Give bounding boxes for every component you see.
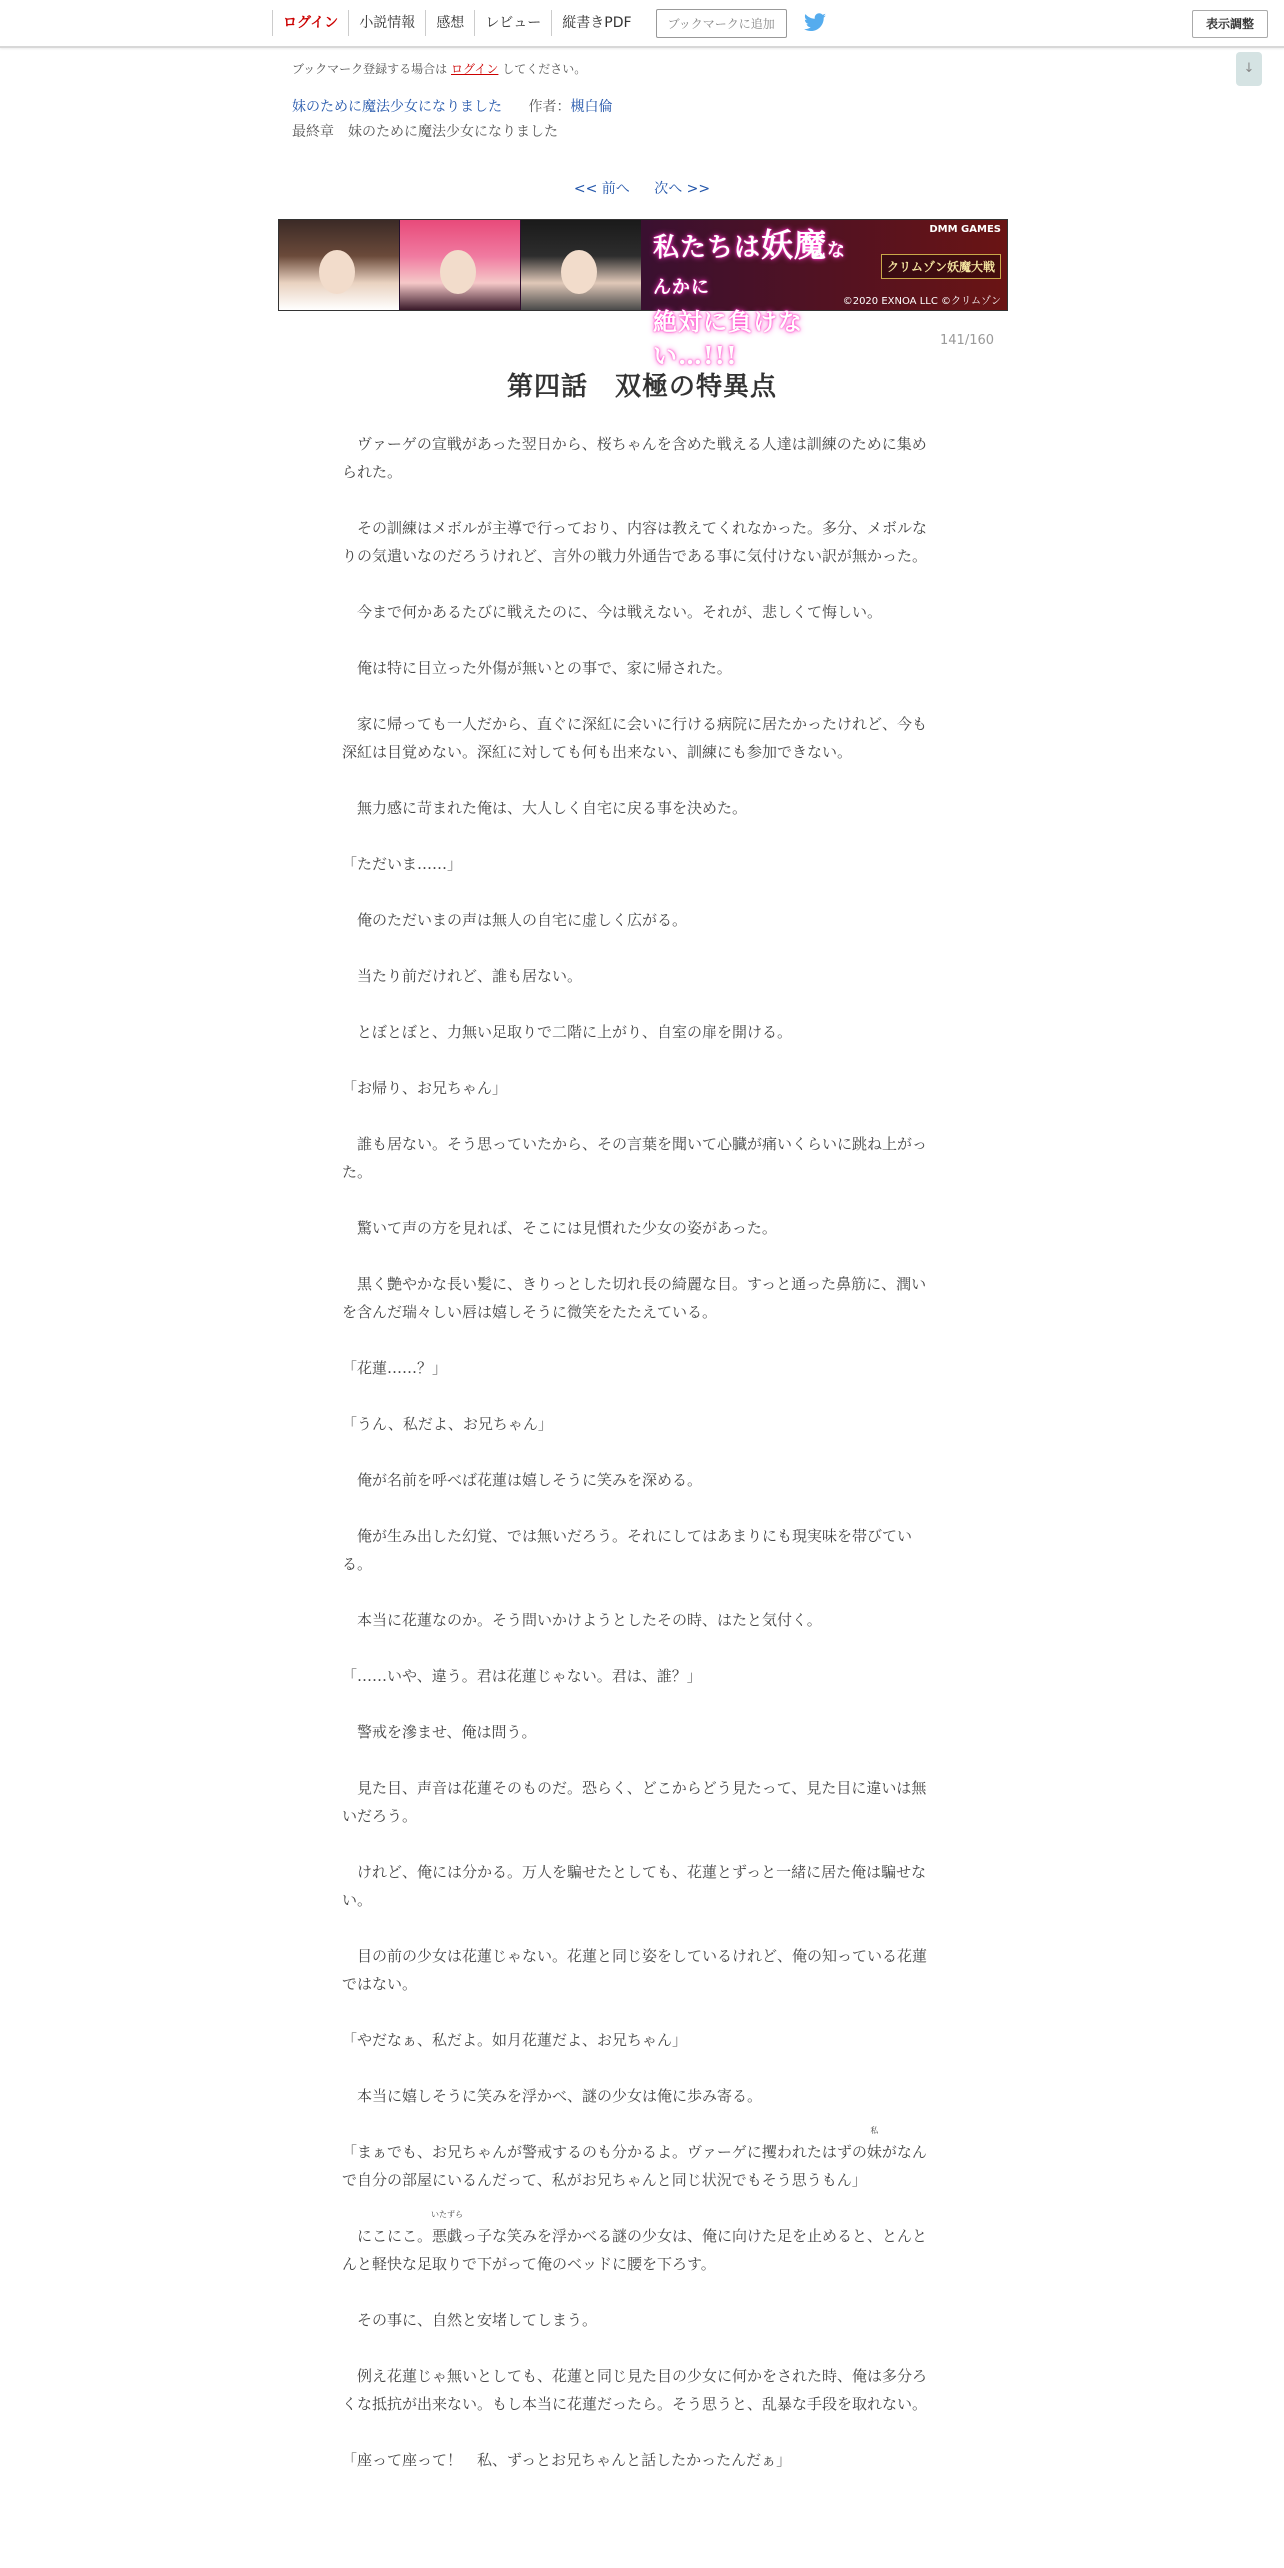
banner-copy-1: 私たちは [653, 233, 762, 263]
banner-character-1 [279, 220, 399, 310]
paragraph: 警戒を滲ませ、俺は問う。 [342, 1723, 537, 1741]
paragraph: 黒く艶やかな長い髪に、きりっとした切れ長の綺麗な目。すっと通った鼻筋に、潤いを含んだ瑞々しい唇は嬉しそうに微笑をたたえている。 [342, 1275, 927, 1321]
paragraph: 本当に嬉しそうに笑みを浮かべ、謎の少女は俺に歩み寄る。 [342, 2087, 763, 2105]
ruby-reading: いたずら [431, 2210, 464, 2219]
novel-body [342, 430, 938, 2502]
paragraph: 当たり前だけれど、誰も居ない。 [342, 967, 583, 985]
ruby-para-2-before: にこにこ。 [342, 2227, 433, 2245]
chapter-counter: 141/160 [940, 333, 995, 348]
review-link[interactable]: レビュー [474, 10, 551, 36]
ruby-base: 悪戯 [432, 2227, 463, 2245]
paragraph: 俺は特に目立った外傷が無いとの事で、家に帰された。 [342, 659, 732, 677]
chapter-title: 第四話 双極の特異点 [506, 372, 777, 402]
paragraph: その事に、自然と安堵してしまう。 [342, 2311, 598, 2329]
paragraph: 「座って座って！ 私、ずっとお兄ちゃんと話したかったんだぁ」 [342, 2451, 792, 2469]
paragraph: とぼとぼと、力無い足取りで二階に上がり、自室の扉を開ける。 [342, 1023, 793, 1041]
banner-copy-big: 妖魔 [761, 226, 828, 264]
login-notice [292, 60, 586, 77]
novel-info-link[interactable]: 小説情報 [348, 10, 425, 36]
paragraph: 「ただいま……」 [342, 855, 463, 873]
ruby-para-1-after: がなんで自分の部屋にいるんだって、私がお兄ちゃんと同じ状況でもそう思うもん」 [342, 2143, 927, 2189]
ruby-word [866, 2126, 882, 2166]
paragraph-with-ruby [342, 2126, 938, 2194]
paragraph: ヴァーゲの宣戦があった翌日から、桜ちゃんを含めた戦える人達は訓練のために集められた。 [342, 435, 927, 481]
notice-suffix: してください。 [502, 62, 587, 76]
banner-character-2 [400, 220, 520, 310]
paragraph: 本当に花蓮なのか。そう問いかけようとしたその時、はたと気付く。 [342, 1611, 822, 1629]
paragraph: 俺のただいまの声は無人の自宅に虚しく広がる。 [342, 911, 688, 929]
prev-link[interactable]: << 前へ [573, 181, 630, 197]
banner-copyright: ©2020 EXNOA LLC ©クリムゾン [842, 296, 1001, 307]
paragraph: 「やだなぁ、私だよ。如月花蓮だよ、お兄ちゃん」 [342, 2031, 688, 2049]
paragraph: 誰も居ない。そう思っていたから、その言葉を聞いて心臓が痛いくらいに跳ね上がった。 [342, 1135, 928, 1181]
pdf-link[interactable]: 縦書きPDF [551, 10, 641, 36]
paragraph: その訓練はメボルが主導で行っており、内容は教えてくれなかった。多分、メボルなりの気遣いなのだろうけれど、言外の戦力外通告である事に気付けない訳が無かった。 [342, 519, 928, 565]
paragraph: 家に帰っても一人だから、直ぐに深紅に会いに行ける病院に居たかったけれど、今も深紅は目覚めない。深紅に対しても何も出来ない、訓練にも参加できない。 [342, 715, 928, 761]
ruby-para-1-before: 「まぁでも、お兄ちゃんが警戒するのも分かるよ。ヴァーゲに攫われたはずの [342, 2143, 867, 2161]
banner-game-logo: クリムゾン妖魔大戦 [881, 254, 1001, 279]
header-bar [0, 0, 1284, 48]
display-settings-button[interactable]: 表示調整 [1192, 10, 1268, 38]
latest-chapter: 最終章 妹のために魔法少女になりました [292, 124, 558, 140]
novel-meta [292, 96, 612, 116]
notice-prefix: ブックマーク登録する場合は [292, 62, 448, 76]
paragraph: 例え花蓮じゃ無いとしても、花蓮と同じ見た目の少女に何かをされた時、俺は多分ろくな抵抗が出来ない。もし本当に花蓮だったら。そう思うと、乱暴な手段を取れない。 [342, 2367, 928, 2413]
header-nav [272, 0, 827, 46]
paragraph: 見た目、声音は花蓮そのものだ。恐らく、どこからどう見たって、見た目に違いは無いだろう。 [342, 1779, 927, 1825]
banner-brand: DMM GAMES [929, 224, 1001, 235]
author-link[interactable]: 槻白倫 [570, 99, 613, 115]
paragraph: けれど、俺には分かる。万人を騙せたとしても、花蓮とずっと一緒に居た俺は騙せない。 [342, 1863, 927, 1909]
paragraph: 驚いて声の方を見れば、そこには見慣れた少女の姿があった。 [342, 1219, 777, 1237]
paragraph: 今まで何かあるたびに戦えたのに、今は戦えない。それが、悲しくて悔しい。 [342, 603, 883, 621]
login-link[interactable]: ログイン [272, 10, 348, 36]
paragraph: 「花蓮……？」 [342, 1359, 448, 1377]
next-link[interactable]: 次へ >> [654, 181, 711, 197]
author-label: 作者： [528, 99, 571, 115]
paragraph: 「……いや、違う。君は花蓮じゃない。君は、誰？」 [342, 1667, 702, 1685]
paragraph: 目の前の少女は花蓮じゃない。花蓮と同じ姿をしているけれど、俺の知っている花蓮ではない。 [342, 1947, 928, 1993]
ruby-reading: 私 [870, 2126, 879, 2135]
ruby-base: 妹 [866, 2143, 882, 2161]
impressions-link[interactable]: 感想 [425, 10, 474, 36]
paragraph-with-ruby [342, 2210, 938, 2278]
scroll-down-button[interactable]: ↓ [1236, 52, 1262, 86]
paragraph: 「お帰り、お兄ちゃん」 [342, 1079, 508, 1097]
banner-character-3 [521, 220, 641, 310]
banner-copy-3: 絶対に負けない…!!! [653, 307, 803, 370]
paragraph: 無力感に苛まれた俺は、大人しく自宅に戻る事を決めた。 [342, 799, 748, 817]
paragraph: 俺が生み出した幻覚、では無いだろう。それにしてはあまりにも現実味を帯びている。 [342, 1527, 913, 1573]
banner-copy-2: なんかに [653, 240, 847, 298]
ruby-word [431, 2210, 464, 2250]
banner-copy [653, 228, 853, 373]
paragraph: 「うん、私だよ、お兄ちゃん」 [342, 1415, 553, 1433]
novel-title-link[interactable]: 妹のために魔法少女になりました [292, 99, 502, 115]
notice-login-link[interactable]: ログイン [451, 62, 499, 76]
bookmark-add-button[interactable]: ブックマークに追加 [656, 9, 787, 38]
twitter-icon[interactable] [803, 13, 827, 33]
ruby-para-2-after: っ子な笑みを浮かべる謎の少女は、俺に向けた足を止めると、とんとんと軽快な足取りで下がって俺のベッドに腰を下ろす。 [342, 2227, 928, 2273]
paragraph: 俺が名前を呼べば花蓮は嬉しそうに笑みを深める。 [342, 1471, 703, 1489]
chapter-pager [0, 178, 1284, 198]
